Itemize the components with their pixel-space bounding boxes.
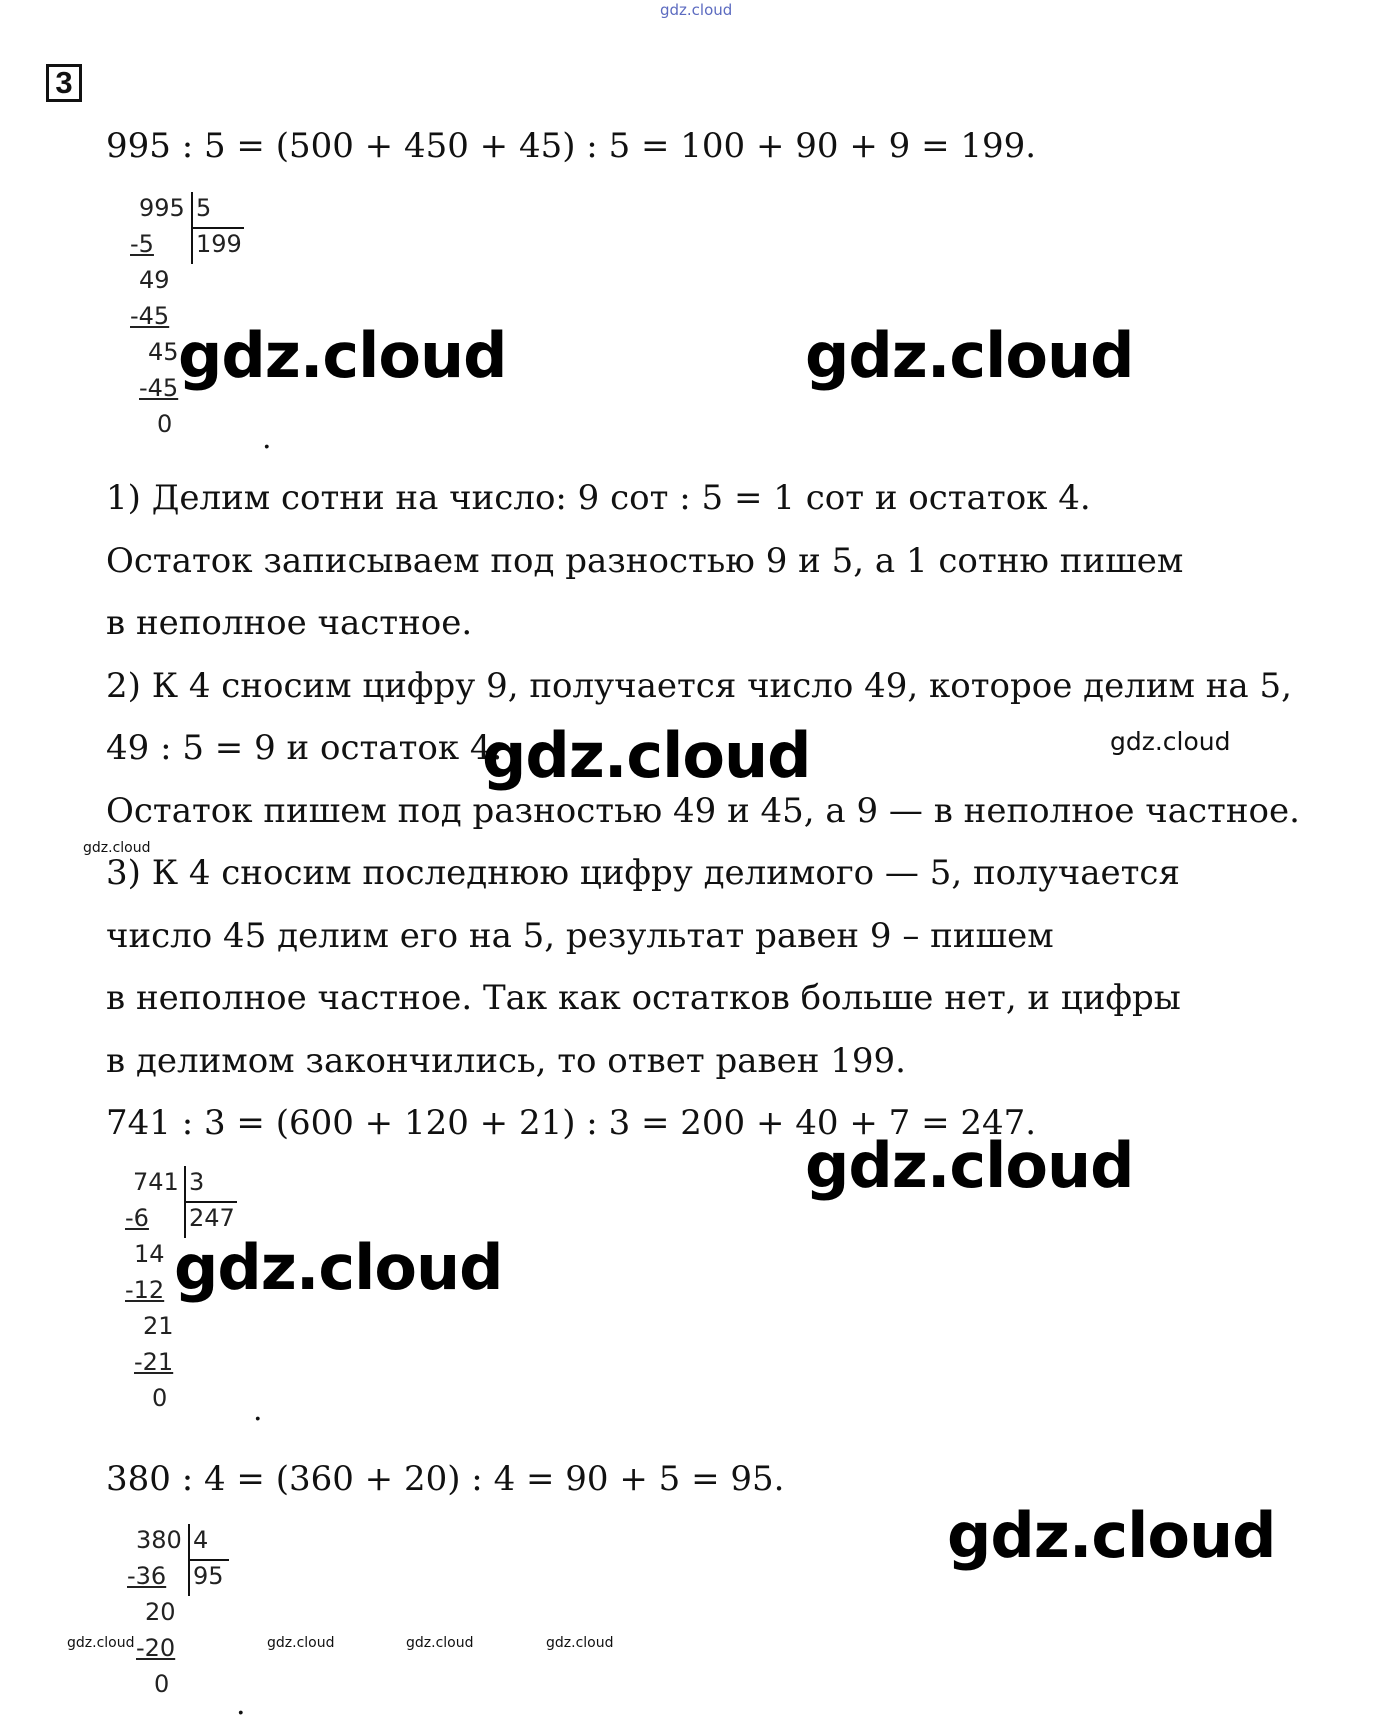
explanation-line: в неполное частное. (106, 603, 473, 643)
explanation-line: 49 : 5 = 9 и остаток 4. (106, 728, 503, 768)
subtrahend: -36 (127, 1562, 167, 1590)
subtrahend: -45 (139, 374, 179, 402)
equation-1: 995 : 5 = (500 + 450 + 45) : 5 = 100 + 90 + 9 = 199. (106, 126, 1037, 166)
watermark: gdz.cloud (805, 319, 1134, 392)
watermark: gdz.cloud (174, 1231, 503, 1304)
watermark: gdz.cloud (1110, 727, 1231, 756)
watermark: gdz.cloud (267, 1635, 335, 1651)
explanation-line: число 45 делим его на 5, результат равен 9 – пишем (106, 916, 1054, 956)
subtrahend: -21 (134, 1348, 174, 1376)
remainder: 0 (154, 1670, 170, 1698)
watermark: gdz.cloud (482, 719, 811, 792)
quotient: 247 (189, 1204, 235, 1232)
subtrahend: -5 (130, 230, 154, 258)
partial-dividend: 20 (145, 1598, 176, 1626)
watermark: gdz.cloud (67, 1635, 135, 1651)
division-horizontal-line (192, 227, 244, 229)
divisor: 5 (196, 194, 212, 222)
partial-dividend: 49 (139, 266, 170, 294)
subtrahend: -45 (130, 302, 170, 330)
explanation-line: Остаток пишем под разностью 49 и 45, а 9 — в неполное частное. (106, 791, 1300, 831)
equation-2: 741 : 3 = (600 + 120 + 21) : 3 = 200 + 40 + 7 = 247. (106, 1103, 1037, 1143)
dividend: 995 (139, 194, 185, 222)
task-number-box: 3 (46, 64, 82, 102)
watermark: gdz.cloud (178, 319, 507, 392)
partial-dividend: 45 (148, 338, 179, 366)
dividend: 741 (133, 1168, 179, 1196)
subtrahend: -12 (125, 1276, 165, 1304)
watermark-top: gdz.cloud (660, 1, 733, 19)
dot-mark: . (262, 421, 272, 456)
watermark: gdz.cloud (83, 840, 151, 856)
remainder: 0 (152, 1384, 168, 1412)
dividend: 380 (136, 1526, 182, 1554)
explanation-line: Остаток записываем под разностью 9 и 5, а 1 сотню пишем (106, 541, 1184, 581)
explanation-line: 2) К 4 сносим цифру 9, получается число 49, которое делим на 5, (106, 666, 1292, 706)
subtrahend: -20 (136, 1634, 176, 1662)
dot-mark: . (236, 1687, 246, 1722)
explanation-line: в делимом закончились, то ответ равен 199. (106, 1041, 906, 1081)
equation-3: 380 : 4 = (360 + 20) : 4 = 90 + 5 = 95. (106, 1459, 785, 1499)
subtrahend: -6 (125, 1204, 149, 1232)
watermark: gdz.cloud (947, 1499, 1276, 1572)
partial-dividend: 21 (143, 1312, 174, 1340)
explanation-line: 3) К 4 сносим последнюю цифру делимого — 5, получается (106, 853, 1180, 893)
explanation-line: 1) Делим сотни на число: 9 сот : 5 = 1 сот и остаток 4. (106, 478, 1091, 518)
divisor: 4 (193, 1526, 209, 1554)
watermark: gdz.cloud (546, 1635, 614, 1651)
quotient: 199 (196, 230, 242, 258)
partial-dividend: 14 (134, 1240, 165, 1268)
division-horizontal-line (185, 1201, 237, 1203)
division-horizontal-line (189, 1559, 229, 1561)
divisor: 3 (189, 1168, 205, 1196)
watermark: gdz.cloud (406, 1635, 474, 1651)
watermark: gdz.cloud (805, 1129, 1134, 1202)
remainder: 0 (157, 410, 173, 438)
quotient: 95 (193, 1562, 224, 1590)
dot-mark: . (253, 1393, 263, 1428)
explanation-line: в неполное частное. Так как остатков больше нет, и цифры (106, 978, 1181, 1018)
